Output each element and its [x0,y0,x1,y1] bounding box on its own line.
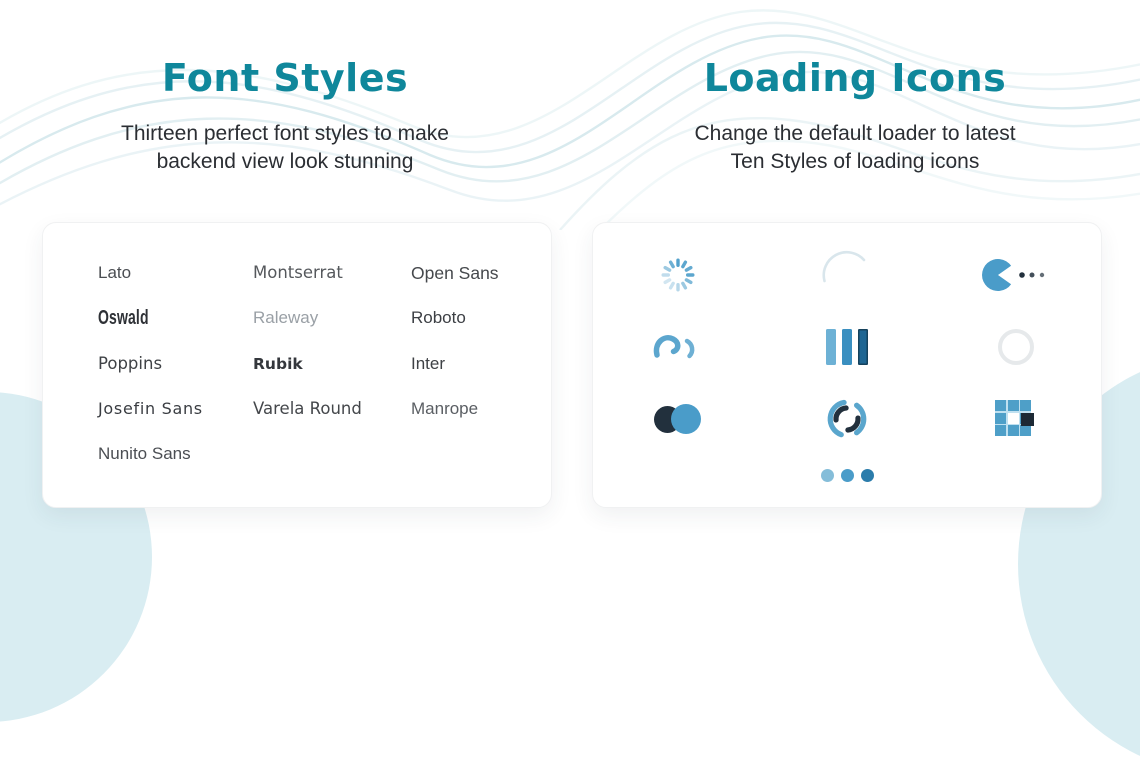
font-name-rubik: Rubik [253,355,303,373]
vertical-bars-loader-icon [826,329,868,365]
font-name-lato: Lato [98,263,132,282]
loading-icons-subtitle: Change the default loader to latest Ten Styles of loading icons [694,121,1016,173]
loading-icons-section [570,58,1140,175]
square-grid-loader-icon [995,400,1037,438]
font-name-open-sans: Open Sans [411,263,499,283]
font-name-nunito-sans: Nunito Sans [98,444,191,463]
font-name-montserrat: Montserrat [253,263,343,282]
arc-spinner-icon [819,247,875,303]
font-styles-subtitle: Thirteen perfect font styles to make backend view look stunning [121,121,449,173]
font-list [43,223,551,468]
font-name-manrope: Manrope [411,399,479,418]
three-dots-loader-icon [593,469,1101,482]
loading-icons-title: Loading Icons [703,56,1007,100]
font-name-inter: Inter [411,354,446,373]
font-styles-section [0,58,570,175]
pacman-loader-icon [980,257,1052,293]
font-name-raleway: Raleway [253,308,319,327]
font-name-oswald: Oswald [98,307,149,329]
font-name-roboto: Roboto [411,308,466,327]
font-styles-card [42,222,552,508]
overlap-circles-loader-icon [654,404,702,434]
font-name-poppins: Poppins [98,354,163,373]
font-name-josefin-sans: Josefin Sans [98,399,203,418]
font-styles-title: Font Styles [161,56,409,100]
broken-arcs-loader-icon [824,396,870,442]
loading-icons-card [592,222,1102,508]
comet-arcs-loader-icon [650,327,706,367]
ring-loader-icon [998,329,1034,365]
font-name-varela-round: Varela Round [253,399,362,418]
ios-spinner-icon [660,257,696,293]
loader-grid [593,223,1101,455]
